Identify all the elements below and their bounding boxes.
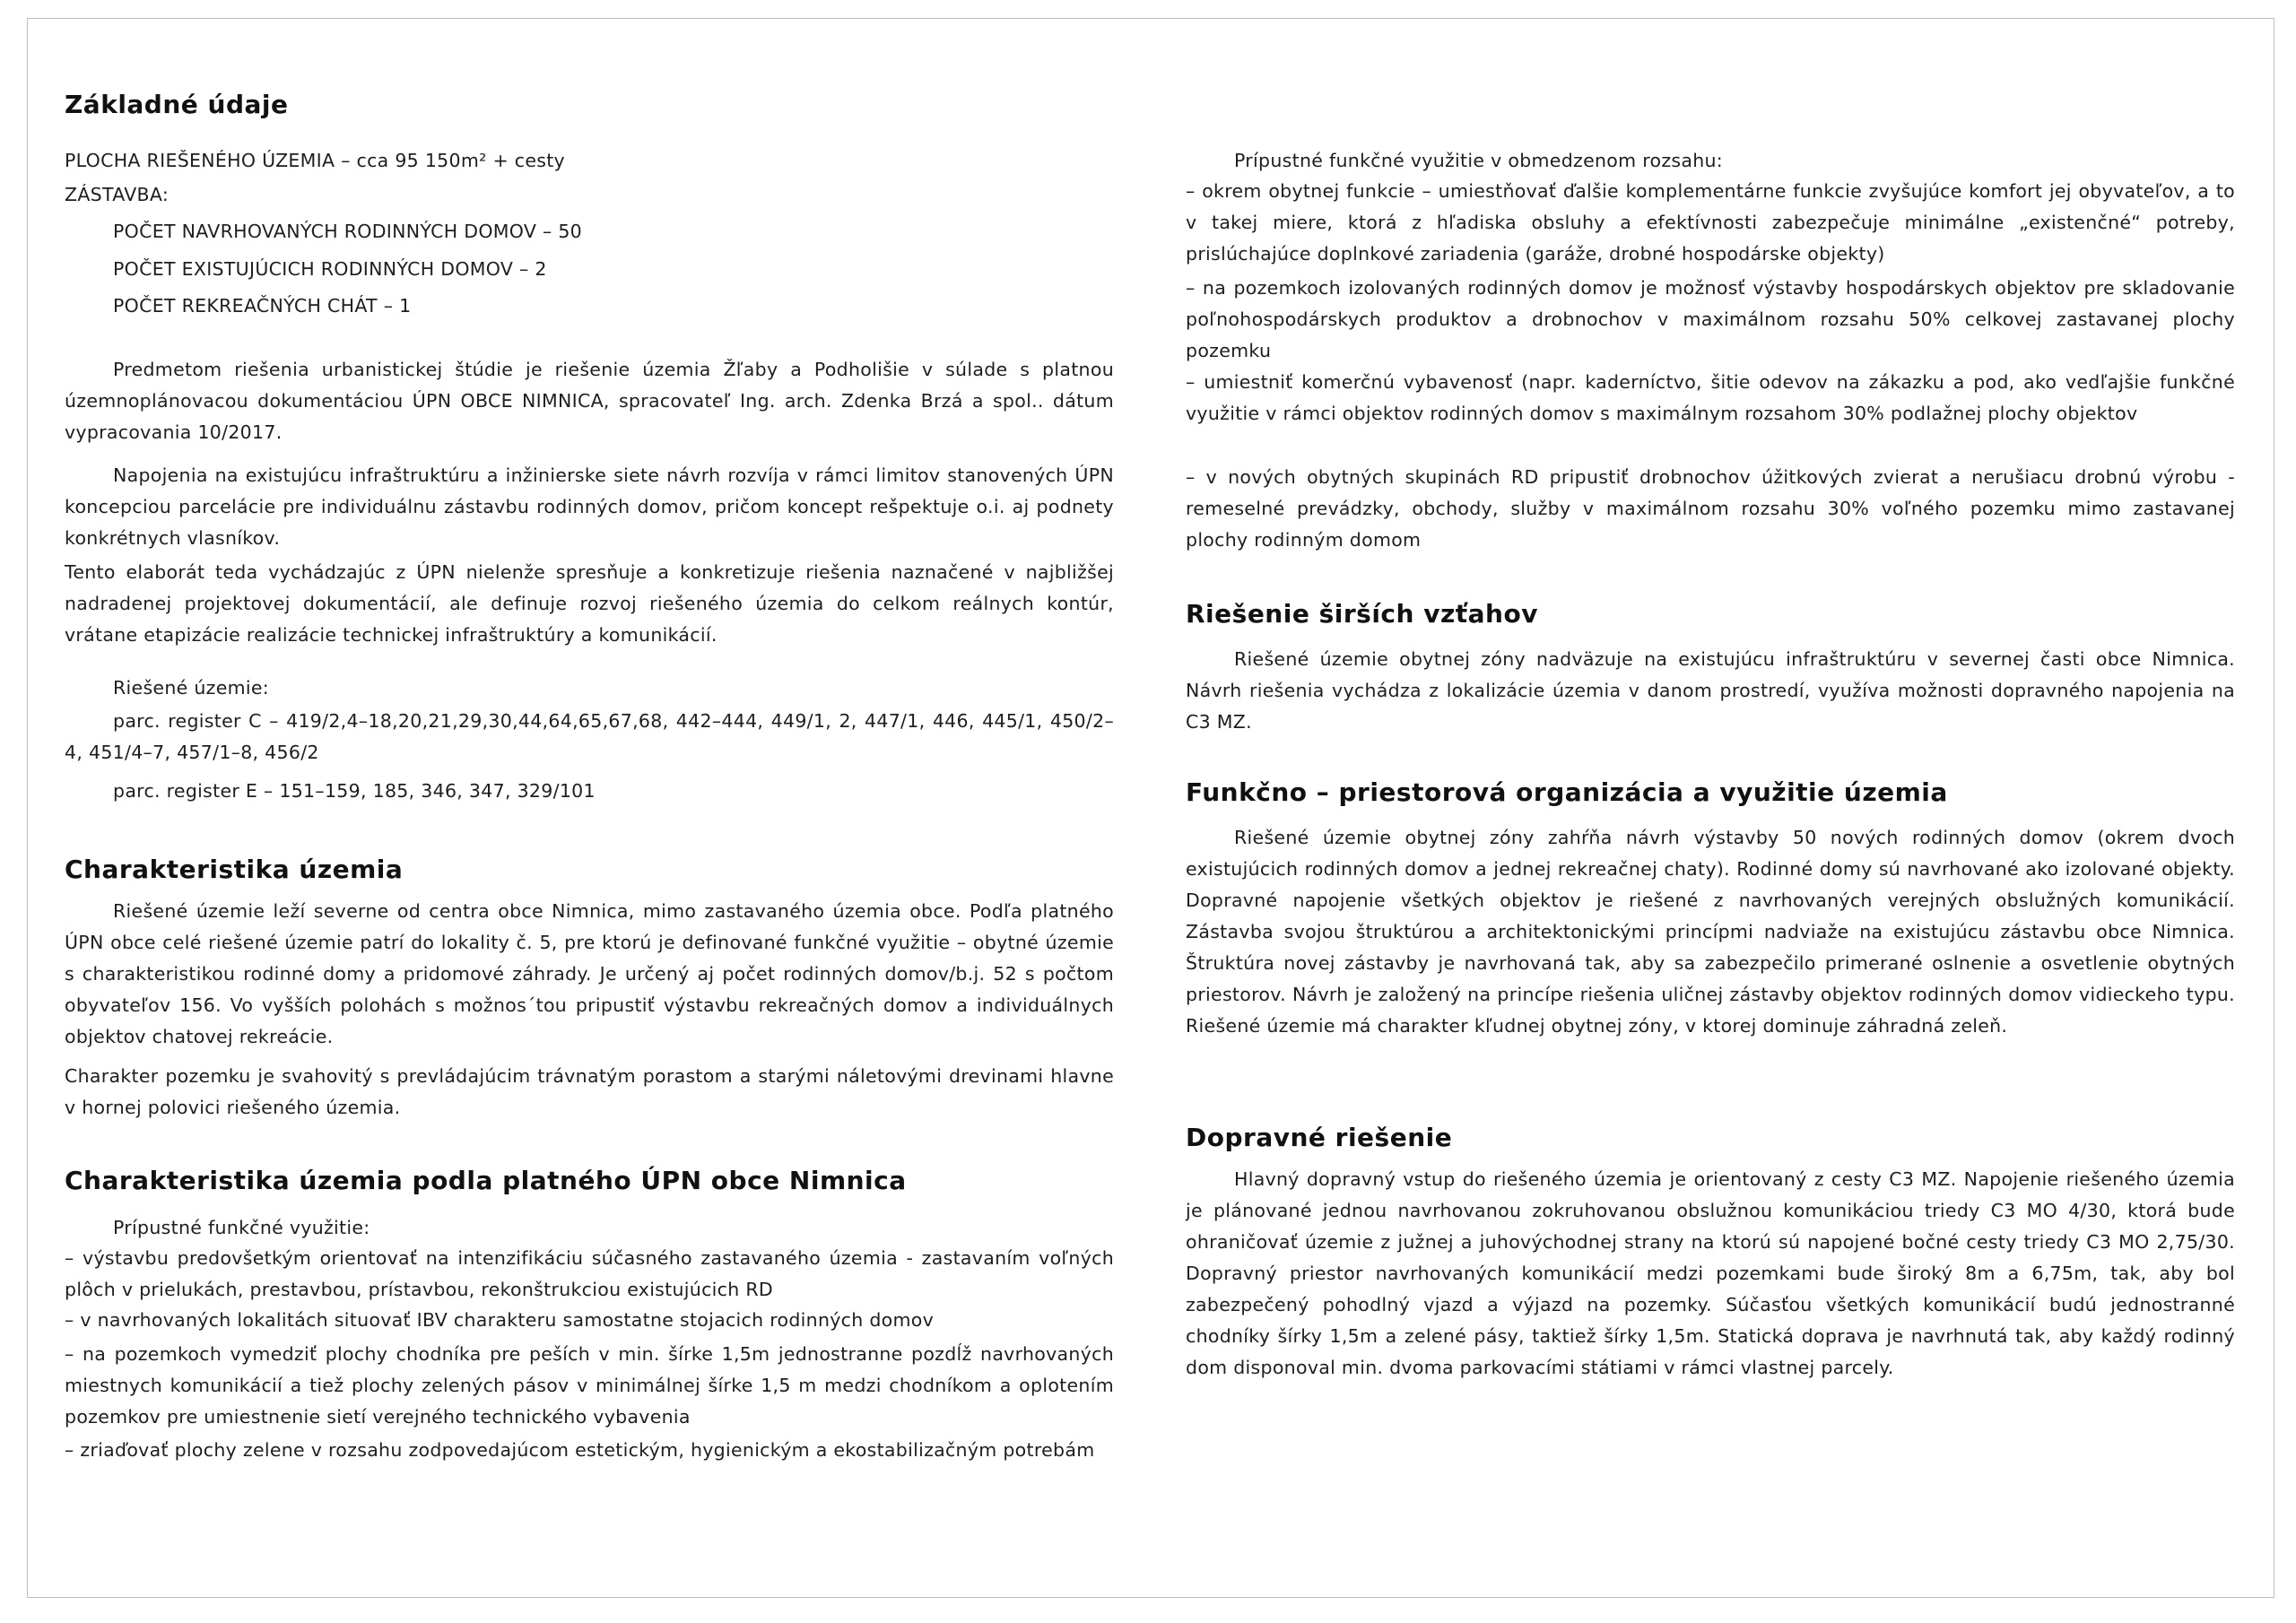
zastavba-item: POČET REKREAČNÝCH CHÁT – 1 bbox=[113, 295, 412, 317]
heading-sirsie-vztahy: Riešenie širších vzťahov bbox=[1186, 599, 1538, 629]
parc-register-c: parc. register C – 419/2,4–18,20,21,29,30,44,64,65,67,68, 442–444, 449/1, 2, 447/1, 446, 445/1, 450/2–4, 451/4–7, 457/1–8, 456/2 bbox=[65, 710, 1114, 763]
obmedzene-bullet: – na pozemkoch izolovaných rodinných domov je možnosť výstavby hospodárskych objektov pre skladovanie poľnohospodárskych produktov a drobnochov v maximálnom rozsahu 50% celkovej zastavanej plochy pozemku bbox=[1186, 277, 2235, 361]
heading-upn: Charakteristika územia podla platného ÚPN obce Nimnica bbox=[65, 1166, 907, 1195]
plocha-line: PLOCHA RIEŠENÉHO ÚZEMIA – cca 95 150m² + cesty bbox=[65, 150, 565, 171]
obmedzene-bullet: – umiestniť komerčnú vybavenosť (napr. kaderníctvo, šitie odevov na zákazku a pod, ako vedľajšie funkčné využitie v rámci objektov rodinných domov s maximálnym rozsahom 30% podlažnej plochy objektov bbox=[1186, 371, 2235, 424]
upn-bullet: – výstavbu predovšetkým orientovať na intenzifikáciu súčasného zastavaného územia - zastavaním voľných plôch v prielukách, prestavbou, prístavbou, rekonštrukciou existujúcich RD bbox=[65, 1247, 1114, 1300]
heading-funkcno-priestorova: Funkčno – priestorová organizácia a využitie územia bbox=[1186, 777, 1948, 807]
paragraph-charakteristika: Riešené územie leží severne od centra obce Nimnica, mimo zastavaného územia obce. Podľa platného ÚPN obce celé riešené územie patrí do lokality č. 5, pre ktorú je definované funkčné využitie – obytné územie s charakteristikou rodinné domy a pridomové záhrady. Je určený aj počet rodinných domov/b.j. 52 s počtom obyvateľov 156. Vo vyšších polohách s možnos´tou pripustiť výstavbu rekreačných domov a individuálnych objektov chatovej rekreácie. bbox=[65, 900, 1114, 1047]
paragraph-sirsie-vztahy: Riešené územie obytnej zóny nadväzuje na existujúcu infraštruktúru v severnej časti obce Nimnica. Návrh riešenia vychádza z lokalizácie územia v danom prostredí, využíva možnosti dopravného napojenia na C3 MZ. bbox=[1186, 648, 2235, 733]
heading-zakladne-udaje: Základné údaje bbox=[65, 90, 289, 119]
riesene-uzemie-label: Riešené územie: bbox=[113, 677, 270, 699]
obmedzene-label: Prípustné funkčné využitie v obmedzenom rozsahu: bbox=[1234, 150, 1724, 171]
zastavba-item: POČET EXISTUJÚCICH RODINNÝCH DOMOV – 2 bbox=[113, 258, 547, 280]
paragraph-elaborat: Tento elaborát teda vychádzajúc z ÚPN nielenže spresňuje a konkretizuje riešenia naznačené v najbližšej nadradenej projektovej dokumentácií, ale definuje rozvoj riešeného územia do celkom reálnych kontúr, vrátane etapizácie realizácie technickej infraštruktúry a komunikácií. bbox=[65, 561, 1114, 646]
upn-bullet: – na pozemkoch vymedziť plochy chodníka pre peších v min. šírke 1,5m jednostranne pozdĺž navrhovaných miestnych komunikácií a tiež plochy zelených pásov v minimálnej šírke 1,5 m medzi chodníkom a oplotením pozemkov pre umiestnenie sietí verejného technického vybavenia bbox=[65, 1343, 1114, 1428]
parc-register-e: parc. register E – 151–159, 185, 346, 347, 329/101 bbox=[113, 780, 596, 802]
paragraph-funkcno-priestorova: Riešené územie obytnej zóny zahŕňa návrh výstavby 50 nových rodinných domov (okrem dvoch existujúcich rodinných domov a jednej rekreačnej chaty). Rodinné domy sú navrhované ako izolované objekty. Dopravné napojenie všetkých objektov je riešené z navrhovaných verejných obslužných komunikácií. Zástavba svojou štruktúrou a architektonickými princípmi nadviaže na existujúcu zástavbu obce Nimnica. Štruktúra novej zástavby je navrhovaná tak, aby sa zabezpečilo primerané oslnenie a osvetlenie obytných priestorov. Návrh je založený na princípe riešenia uličnej zástavby objektov rodinných domov vidieckeho typu. Riešené územie má charakter kľudnej obytnej zóny, v ktorej dominuje záhradná zeleň. bbox=[1186, 827, 2235, 1037]
paragraph-dopravne-riesenie: Hlavný dopravný vstup do riešeného územia je orientovaný z cesty C3 MZ. Napojenie riešeného územia je plánované jednou navrhovanou zokruhovanou obslužnou komunikáciou triedy C3 MO 4/30, ktorá bude ohraničovať územie z južnej a juhovýchodnej strany na ktorú sú napojené bočné cesty triedy C3 MO 2,75/30. Dopravný priestor navrhovaných komunikácií medzi pozemkami bude široký 8m a 6,75m, tak, aby bol zabezpečený pohodlný vjazd a výjazd na pozemky. Súčasťou všetkých komunikácií budú jednostranné chodníky šírky 1,5m a zelené pásy, taktiež šírky 1,5m. Statická doprava je navrhnutá tak, aby každý rodinný dom disponoval min. dvoma parkovacími státiami v rámci vlastnej parcely. bbox=[1186, 1168, 2235, 1378]
obmedzene-bullet: – v nových obytných skupinách RD pripustiť drobnochov úžitkových zvierat a nerušiacu drobnú výrobu - remeselné prevádzky, obchody, služby v maximálnom rozsahu 30% voľného pozemku mimo zastavanej plochy rodinným domom bbox=[1186, 466, 2235, 551]
upn-bullet: – v navrhovaných lokalitách situovať IBV charakteru samostatne stojacich rodinných domov bbox=[65, 1309, 935, 1331]
zastavba-item: POČET NAVRHOVANÝCH RODINNÝCH DOMOV – 50 bbox=[113, 221, 583, 242]
paragraph-napojenia: Napojenia na existujúcu infraštruktúru a inžinierske siete návrh rozvíja v rámci limitov stanovených ÚPN koncepciou parcelácie pre individuálnu zástavbu rodinných domov, pričom koncept rešpektuje o.i. aj podnety konkrétnych vlasníkov. bbox=[65, 464, 1114, 549]
heading-dopravne-riesenie: Dopravné riešenie bbox=[1186, 1123, 1453, 1152]
heading-charakteristika: Charakteristika územia bbox=[65, 855, 404, 884]
paragraph-predmetom: Predmetom riešenia urbanistickej štúdie je riešenie územia Žľaby a Podholišie v súlade s platnou územnoplánovacou dokumentáciou ÚPN OBCE NIMNICA, spracovateľ Ing. arch. Zdenka Brzá a spol.. dátum vypracovania 10/2017. bbox=[65, 359, 1114, 443]
paragraph-charakter-pozemku: Charakter pozemku je svahovitý s prevládajúcim trávnatým porastom a starými náletovými drevinami hlavne v hornej polovici riešeného územia. bbox=[65, 1065, 1114, 1118]
zastavba-label: ZÁSTAVBA: bbox=[65, 184, 170, 205]
obmedzene-bullet: – okrem obytnej funkcie – umiestňovať ďalšie komplementárne funkcie zvyšujúce komfort jej obyvateľov, a to v takej miere, ktorá z hľadiska obsluhy a efektívnosti zabezpečuje minimálne „existenčné“ potreby, prislúchajúce doplnkové zariadenia (garáže, drobné hospodárske objekty) bbox=[1186, 180, 2235, 265]
upn-bullet: – zriaďovať plochy zelene v rozsahu zodpovedajúcom estetickým, hygienickým a ekostabilizačným potrebám bbox=[65, 1439, 1095, 1461]
pripustne-label: Prípustné funkčné využitie: bbox=[113, 1217, 370, 1238]
